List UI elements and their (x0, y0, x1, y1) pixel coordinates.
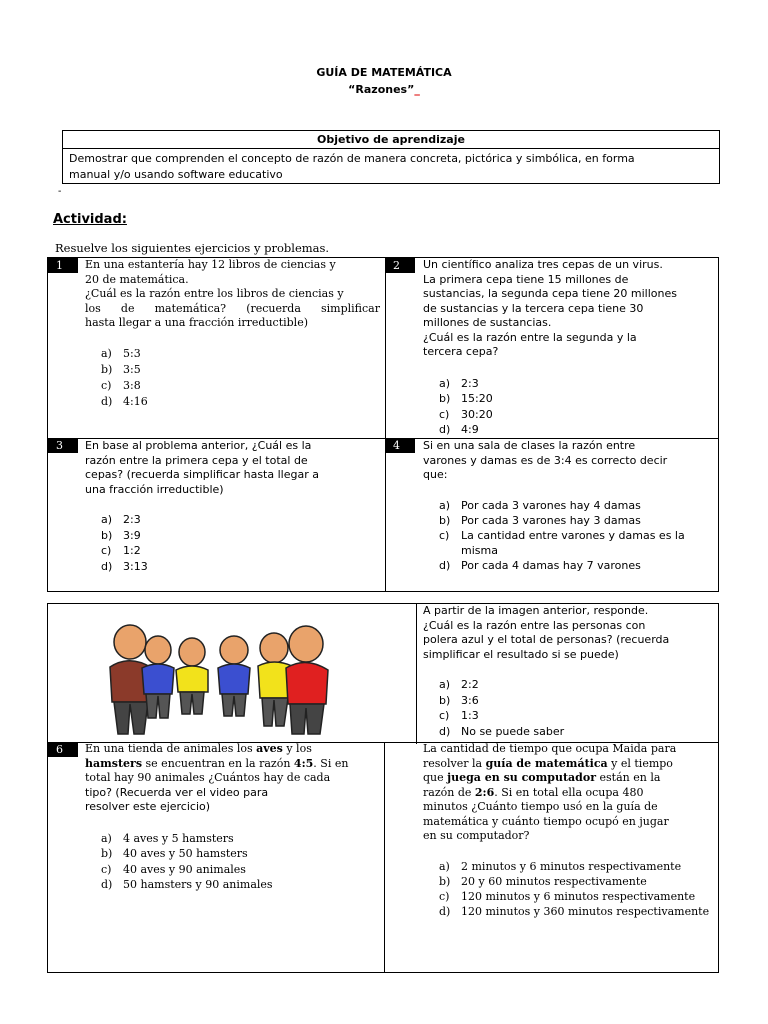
question-number: 1 (48, 258, 78, 273)
question-text: en su computador? (423, 829, 530, 842)
objective-box (62, 130, 720, 184)
answer-option[interactable]: c) 1:3 (439, 709, 479, 722)
answer-option[interactable]: d) 120 minutos y 360 minutos respectivamente (439, 904, 710, 918)
activity-label: Actividad: (53, 212, 127, 227)
answer-option[interactable]: b) 3:9 (101, 528, 141, 542)
question-4 (423, 439, 715, 573)
answer-option[interactable]: c) 40 aves y 90 animales (101, 862, 246, 876)
answer-option[interactable]: d) 3:13 (101, 559, 148, 573)
question-text: cepas? (recuerda simplificar hasta llegar a (85, 468, 319, 481)
question-text: En base al problema anterior, ¿Cuál es la (85, 439, 312, 452)
objective-line: manual y/o usando software educativo (69, 168, 283, 181)
answer-option[interactable]: c) 30:20 (439, 407, 493, 421)
answer-option[interactable]: a) 5:3 (101, 346, 141, 360)
answer-options (85, 512, 380, 574)
objective-line: Demostrar que comprenden el concepto de razón de manera concreta, pictórica y simbólica, en forma (69, 152, 635, 165)
person-red-shirt (286, 626, 328, 734)
answer-options (85, 831, 380, 893)
answer-options (423, 498, 715, 573)
question-text: resolver este ejercicio) (85, 800, 211, 813)
answer-option[interactable]: b) 3:5 (101, 362, 141, 376)
answer-option[interactable]: b) 20 y 60 minutos respectivamente (439, 874, 647, 888)
answer-option[interactable]: d) No se puede saber (439, 724, 565, 738)
answer-option[interactable]: b) 15:20 (439, 392, 493, 405)
question-text: sustancias, la segunda cepa tiene 20 millones (423, 287, 677, 300)
question-text: minutos ¿Cuánto tiempo usó en la guía de (423, 800, 658, 813)
question-number: 6 (48, 742, 78, 757)
question-text: de sustancias y la tercera cepa tiene 30 (423, 301, 644, 315)
question-2 (423, 258, 715, 438)
question-7: La cantidad de tiempo que ocupa Maida para resolver la guía de matemática y el tiempo que juega en su computador están en la razón de 2:6. Si en total ella ocupa 480 minutos ¿Cuánto tiempo usó en la guía de matemática y cuánto tiempo ocupó en jugar en su computador? a) 2 minutos y 6 minutos respectivamente b) 20 y 60 minutos respectivamente c) 120 minutos y 6 minutos respectivamente d) 120 minutos y 360 minutos respectivamente (423, 742, 715, 919)
answer-option[interactable]: a) 2:3 (101, 513, 141, 526)
question-text: ¿Cuál es la razón entre la segunda y la (423, 330, 637, 344)
question-text: Si en una sala de clases la razón entre (423, 439, 636, 452)
answer-option[interactable]: b) 40 aves y 50 hamsters (101, 847, 248, 860)
question-number: 4 (385, 438, 415, 453)
answer-option[interactable]: a) Por cada 3 varones hay 4 damas (439, 498, 641, 512)
question-text: varones y damas es de 3:4 es correcto decir (423, 453, 668, 467)
people-illustration (100, 622, 334, 738)
question-5 (423, 604, 715, 739)
activity-instruction: Resuelve los siguientes ejercicios y problemas. (55, 241, 330, 255)
person-yellow-shirt-1 (176, 638, 208, 714)
objective-heading: Objetivo de aprendizaje (63, 131, 719, 149)
question-text: total hay 90 animales ¿Cuántos hay de cada (85, 771, 331, 784)
answer-options (423, 376, 715, 438)
objective-body (63, 149, 719, 185)
answer-option[interactable]: a) 2:2 (439, 678, 479, 691)
spellcheck-mark: _ (414, 83, 420, 96)
question-text: ¿Cuál es la razón entre los libros de ciencias y (85, 287, 344, 300)
question-text: En una estantería hay 12 libros de ciencias y (85, 258, 336, 271)
question-6: En una tienda de animales los aves y los hamsters se encuentran en la razón 4:5. Si en total hay 90 animales ¿Cuántos hay de cada tipo? (Recuerda ver el video para resolver este ejercicio) a) 4 aves y 5 hamsters b) 40 aves y 50 hamsters c) 40 aves y 90 animales d) 50 hamsters y 90 animales (85, 742, 380, 893)
stray-dash: - (58, 186, 62, 197)
subtitle-text: “Razones” (348, 83, 415, 96)
question-3 (85, 439, 380, 574)
question-text: simplificar el resultado si se puede) (423, 647, 619, 661)
answer-option[interactable]: b) 3:6 (439, 693, 479, 707)
question-text: A partir de la imagen anterior, responde. (423, 604, 649, 617)
answer-option[interactable]: c) 120 minutos y 6 minutos respectivamente (439, 889, 696, 903)
answer-option[interactable]: d) 4:9 (439, 423, 479, 436)
answer-options (423, 859, 715, 919)
question-text: tercera cepa? (423, 345, 499, 358)
answer-option[interactable]: d) Por cada 4 damas hay 7 varones (439, 558, 641, 572)
question-text: La cantidad de tiempo que ocupa Maida para (423, 742, 677, 755)
answer-option[interactable]: c) La cantidad entre varones y damas es la misma (439, 528, 685, 557)
answer-option[interactable]: a) 2:3 (439, 376, 479, 390)
question-text: matemática y cuánto tiempo ocupó en jugar (423, 814, 669, 828)
answer-option[interactable]: d) 50 hamsters y 90 animales (101, 878, 273, 891)
question-text: Un científico analiza tres cepas de un virus. (423, 258, 663, 271)
page-title: GUÍA DE MATEMÁTICA (316, 66, 452, 79)
answer-option[interactable]: b) Por cada 3 varones hay 3 damas (439, 513, 641, 527)
question-1 (85, 258, 380, 410)
question-text: ¿Cuál es la razón entre las personas con (423, 618, 646, 632)
question-text: polera azul y el total de personas? (recuerda (423, 633, 670, 646)
question-text: tipo? (Recuerda ver el video para (85, 785, 269, 799)
answer-option[interactable]: c) 1:2 (101, 544, 141, 557)
question-text: que: (423, 468, 448, 481)
person-blue-shirt-2 (218, 636, 250, 716)
question-text: 20 de matemática. (85, 272, 189, 286)
answer-options (423, 677, 715, 739)
question-text: millones de sustancias. (423, 316, 552, 329)
person-blue-shirt-1 (142, 636, 174, 718)
question-text: razón entre la primera cepa y el total de (85, 453, 308, 467)
answer-option[interactable]: c) 3:8 (101, 378, 141, 392)
question-text: La primera cepa tiene 15 millones de (423, 272, 629, 286)
answer-options (85, 346, 380, 410)
question-text: hasta llegar a una fracción irreductible) (85, 316, 309, 329)
question-text: una fracción irreductible) (85, 482, 224, 496)
question-text: los de matemática? (recuerda simplificar (85, 301, 380, 315)
answer-option[interactable]: a) 2 minutos y 6 minutos respectivamente (439, 859, 682, 873)
answer-option[interactable]: a) 4 aves y 5 hamsters (101, 831, 234, 845)
page-subtitle (0, 83, 768, 96)
answer-option[interactable]: d) 4:16 (101, 394, 148, 408)
question-number: 3 (48, 438, 78, 453)
question-number: 2 (385, 258, 415, 273)
